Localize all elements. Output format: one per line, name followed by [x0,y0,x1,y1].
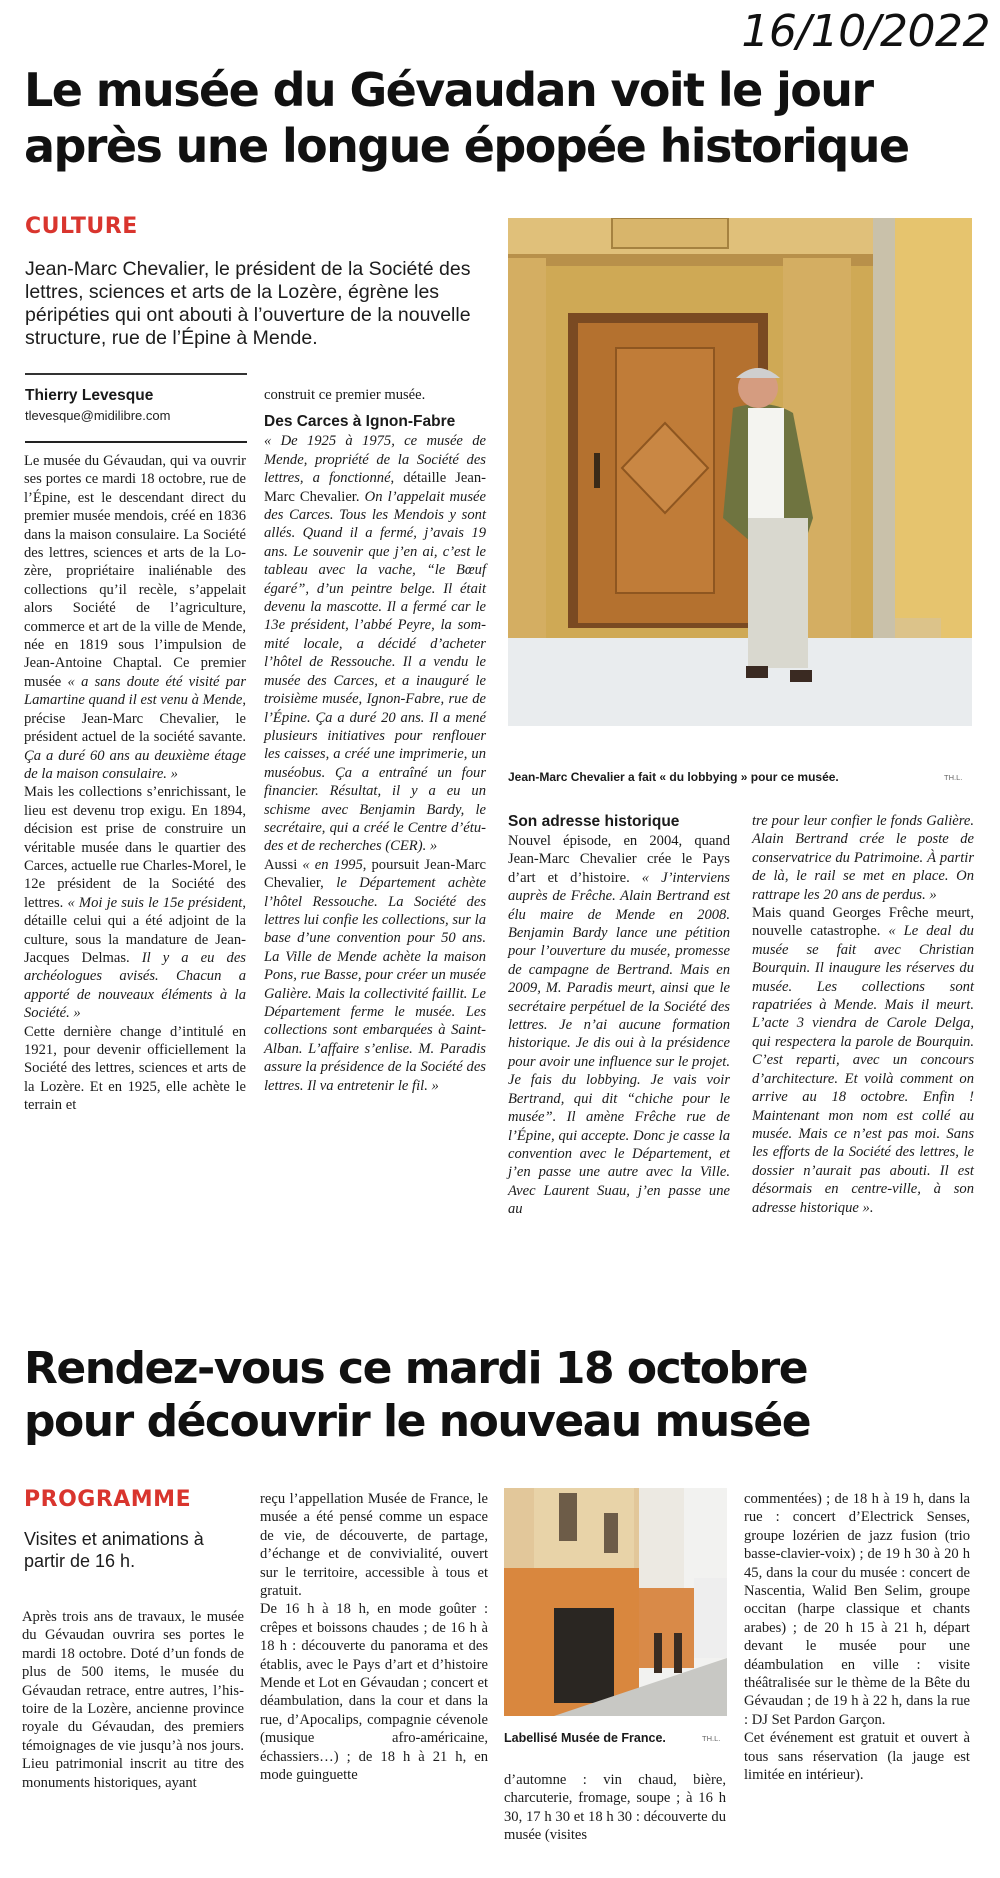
headline-line: pour découvrir le nouveau musée [24,1396,811,1447]
quote-text: « Le deal du musée se fait avec Christian Bourquin. Il inaugure les réserves du musée. Les collections sont rapatriées à Mende. Mais il meurt. L’acte 3 viendra de Carole Delga, qui respectera la parole de Bourquin. C’est reparti, avec un concours d’architecture. Et voilà comment on arrive au 18 octobre. Enfin ! Maintenant mon nom est collé au musée. Mais ce n’est pas moi. Sans les efforts de la Société des lettres, le dossier n’aurait pas abouti. Il est désormais en centre-ville, à son adresse historique ». [752,923,974,1216]
quote-text: « Moi je suis le 15e président [67,894,243,911]
article-headline [24,62,984,174]
headline-line: Le musée du Gévaudan voit le jour [24,63,873,117]
quote-text: « J’interviens auprès de Frêche. Alain Bertrand est élu maire de Mende en 2008. Benjamin Bardy lance une pétition pour l’ouverture du musée, promesse de campagne de Bertrand. Mais en 2009, M. Paradis meurt, ainsi que le secrétaire perpétuel de la Société des lettres. Je n’ai aucune formation historique. Je dis oui à la présidence pour avoir une influence sur le projet. Je fais du lobbying. Je vais voir Bertrand, qui dit “chiche pour le musée”. Il amène Frêche rue de l’Épine, qui accepte. Donc je casse la convention avec le Département, et j’en passe une autre avec la Ville. Avec Laurent Suau, j’en passe une au [508,869,730,1218]
paragraph [24,452,246,783]
programme-column-1 [22,1608,244,1792]
author-email[interactable]: tlevesque@midilibre.com [25,408,171,423]
article-column-4 [752,812,974,1217]
quote-text: « a sans doute été visité par Lamartine quand il est venu à Mende [24,673,246,709]
paragraph [752,904,974,1217]
quote-text: le Département achète l’hôtel Ressouche. La Société des lettres lui confie les collections, sur la base d’une convention pour 50 ans. La Ville de Mende achète la maison Pons, rue Basse, pour créer un musée Galière. Mais la collectivité faillit. Le Département ferme le musée. Les collections sont embarquées à Saint-Alban. L’affaire s’enlise. M. Paradis assure la présidence de la Société des lettres. Il va entretenir le fil. » [264,875,486,1094]
quote-text: tre pour leur confier le fonds Galière. Alain Bertrand crée le poste de conservatrice du Patrimoine. À partir de là, le rail se met en place. On rattrape les 20 ans de perdus. » [752,813,974,903]
author-name: Thierry Levesque [25,387,154,404]
photo-caption: Jean-Marc Chevalier a fait « du lobbying » pour ce musée. [508,770,839,784]
divider [25,441,247,443]
paragraph: De 16 h à 18 h, en mode goûter : crêpes et boissons chaudes ; de 16 h à 18 h : découverte du panorama et des établis, avec le Pays d’art et d’histoire Mende et Lot en Gévaudan ; concert et déambulation, dans la cour et dans la rue, d’Apocalips, compagnie cévenole (musique afro-américaine, échassiers…) ; de 18 h à 21 h, en mode guinguette [260,1601,488,1784]
paragraph [508,832,730,1219]
quote-text: On l’appelait musée des Carces. Tous les Mendois y sont allés. Quand il a fermé, j’avais 19 ans. Le souvenir que j’en ai, c’est le tableau avec la vache, “le Bœuf égaré”, d’un peintre belge. Il était devenu la mascotte. Il a fermé car le 13e président, l’abbé Peyre, la sommité locale, a décidé d’acheter l’hôtel de Ressouche. Il a vendu le musée des Carces, et a inauguré le troisième musée, Ignon-Fabre, rue de l’Épine. Ça a duré 20 ans. Il a mené plusieurs initiatives pour renflouer les caisses, a créé une imprimerie, un muséobus. Ça a entraîné un four financier. Résultat, il y a eu un schisme avec Benjamin Bardy, le secrétaire, qui a créé le Centre d’études et de recherches (CER). » [264,488,486,855]
paragraph: d’automne : vin chaud, bière, charcuterie, fromage, soupe ; à 16 h 30, 17 h 30 et 18 h 30 : découverte du musée (visites [504,1772,726,1844]
quote-text: « en 1995 [302,856,363,873]
headline-line: Rendez-vous ce mardi 18 octobre [24,1343,808,1394]
quote-text: « De 1925 à 1975, ce musée de Mende, propriété de la Société des lettres, a fonctionné [264,433,486,487]
paragraph: commentées) ; de 18 h à 19 h, dans la rue : concert d’Electrick Senses, groupe lozérien de jazz fusion (trio basse-clavier-voix) ; de 19 h 30 à 20 h 45, dans la cour du musée : concert de Nascentia, Walid Ben Selim, groupe occitan (harpe classique et chants arabes) ; de 20 h 15 à 21 h, départ devant le musée pour une déambulation en ville : visite théâtralisée sur le thème de la Bête du Gévaudan ; de 19 h à 22 h, dans la rue : DJ Set Pardon Garçon. [744,1491,970,1728]
programme-column-4 [744,1490,970,1785]
programme-column-2 [260,1490,488,1785]
article-column-3 [508,812,730,1219]
body-text: Cette dernière change d’intitulé en 1921, pour devenir officiellement la Société des lettres, sciences et arts de la Lozère. Et en 1925, elle achète le terrain et [24,1023,246,1114]
portrait-photo [508,218,972,726]
paragraph [264,856,486,1095]
street-photo [504,1488,727,1716]
body-text: , précise Jean-Marc Chevalier, le président actuel de la société savante. [24,692,246,746]
body-text: , détaille celui qui a été adjoint de la culture, sous la mandature de Jean-Jacques Delmas. [24,894,246,966]
photo-caption: Labellisé Musée de France. [504,1731,666,1745]
paragraph [264,432,486,855]
photo-illustration [504,1488,727,1716]
programme-column-3 [504,1771,726,1845]
body-text: Mais quand Georges Frêche meurt, nouvelle catastrophe. [752,905,974,940]
article-standfirst: Jean-Marc Chevalier, le président de la Société des lettres, sciences et arts de la Lozère, égrène les péripéties qui ont abouti à l’ouverture de la nouvelle structure, rue de l’Épine à Mende. [25,258,471,349]
article-column-1 [24,452,246,1115]
body-text: Le musée du Gévaudan, qui va ouvrir ses portes ce mardi 18 octobre, rue de l’Épine, est le descendant direct du premier musée mendois, créé en 1836 dans la maison consulaire. La Société des lettres, sciences et arts de la Lozère, propriétaire inaliénable des collections qu’il recèle, s’appelait alors Société de l’agriculture, commerce et art de la ville de Mende, née en 1819 sous l’impulsion de Jean-Antoine Chaptal. Ce premier musée [24,453,246,690]
article-headline-2 [24,1342,984,1448]
section-rubric: CULTURE [25,214,138,239]
paragraph-body [508,832,730,1219]
body-text: Aussi [264,856,303,873]
photo-credit: TH.L. [702,1734,721,1743]
body-text: Mais les collections s’enrichissant, le lieu est devenu trop exigu. En 1894, décision est prise de construire un véritable musée dans le quartier des Carces, actuelle rue Charles-Morel, le 12e président de la Société des lettres. [24,784,246,911]
subheading: Son adresse historique [508,813,680,830]
paragraph [24,783,246,1022]
paragraph [24,1023,246,1115]
section-rubric: PROGRAMME [24,1487,192,1512]
subheading: Des Carces à Ignon-Fabre [264,413,456,431]
photo-credit: TH.L. [944,773,963,782]
quote-text: Il y a eu des archéologues avisés. Chacun a apporté de nouveaux éléments à la Société. » [24,949,246,1022]
paragraph [752,812,974,904]
body-text: Nouvel épisode, en 2004, quand Jean-Marc Chevalier crée le Pays d’art et d’histoire. [508,833,730,886]
publication-date: 16/10/2022 [741,6,990,57]
headline-line: après une longue épopée historique [24,119,909,173]
divider [25,373,247,375]
paragraph: Cet événement est gratuit et ouvert à tous sans réservation (la jauge est limitée en intérieur). [744,1730,970,1784]
quote-text: Ça a duré 60 ans au deuxième étage de la maison consulaire. » [24,747,246,782]
article-column-2 [264,386,486,1095]
paragraph-lead: construit ce premier musée. [264,387,426,403]
body-text: , poursuit Jean-Marc Chevalier, [264,856,486,892]
paragraph: reçu l’appellation Musée de France, le musée a été pensé comme un espace de vie, de découverte, de partage, d’échange et de convivialité, ouvert sur le territoire, accessible à tous et gratuit. [260,1491,488,1600]
paragraph: Après trois ans de travaux, le musée du Gévaudan ouvrira ses portes le mardi 18 octobre. Doté d’un fonds de plus de 500 items, le musée du Gévaudan retrace, entre autres, l’histoire de la Lozère, ancienne province royale du Gévaudan, des premiers témoignages de vie jusqu’à nos jours. Lieu patrimonial inscrit au titre des monuments historiques, ayant [22,1609,244,1791]
article-standfirst: Visites et animations à partir de 16 h. [24,1529,204,1571]
body-text: , détaille Jean-Marc Chevalier. [264,470,486,505]
photo-illustration [508,218,972,726]
paragraph-body [264,432,486,1095]
